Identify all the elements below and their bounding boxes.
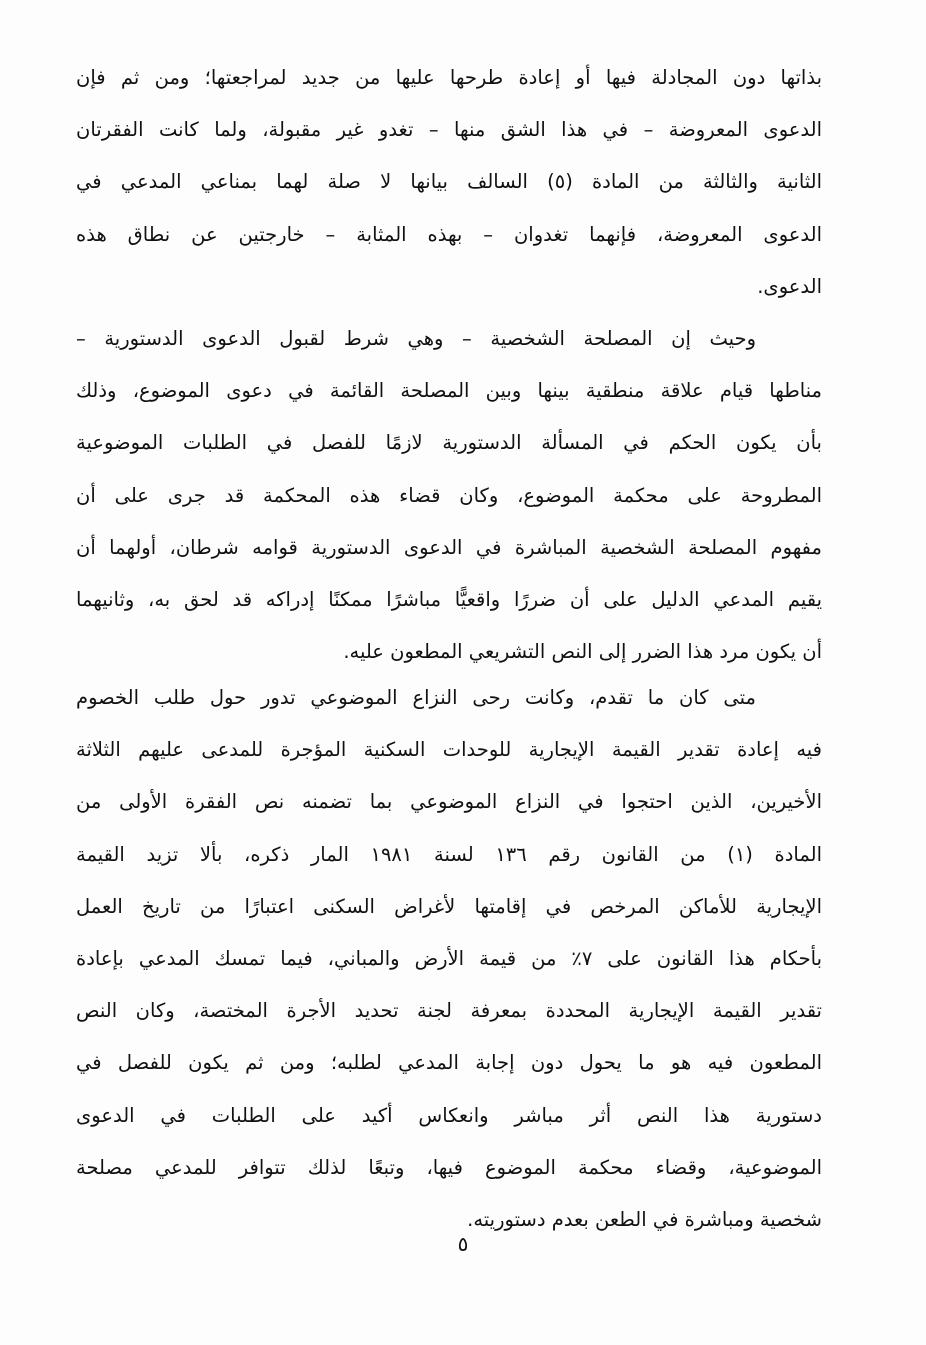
paragraph-line: بذاتها دون المجادلة فيها أو إعادة طرحها عليها من جديد لمراجعتها؛ ومن ثم فإن bbox=[76, 66, 822, 89]
paragraph-2 bbox=[76, 313, 822, 678]
paragraph-line: بأن يكون الحكم في المسألة الدستورية لازمًا للفصل في الطلبات الموضوعية bbox=[76, 431, 822, 455]
paragraph-line: شخصية ومباشرة في الطعن بعدم دستوريته. bbox=[467, 1208, 822, 1232]
paragraph-line: الأخيرين، الذين احتجوا في النزاع الموضوعي بما تضمنه نص الفقرة الأولى من bbox=[76, 790, 822, 814]
paragraph-line: المطروحة على محكمة الموضوع، وكان قضاء هذه المحكمة قد جرى على أن bbox=[76, 483, 822, 507]
paragraph-line: الدعوى. bbox=[757, 274, 822, 298]
paragraph-3 bbox=[76, 672, 822, 1246]
paragraph-line: الدعوى المعروضة – في هذا الشق منها – تغدو غير مقبولة، ولما كانت الفقرتان bbox=[76, 118, 822, 142]
paragraph-line: أن يكون مرد هذا الضرر إلى النص التشريعي المطعون عليه. bbox=[343, 640, 822, 664]
paragraph-line: تقدير القيمة الإيجارية المحددة بمعرفة لجنة تحديد الأجرة المختصة، وكان النص bbox=[76, 999, 822, 1023]
page-number: ٥ bbox=[457, 1232, 469, 1256]
paragraph-1 bbox=[76, 52, 822, 313]
paragraph-line: وحيث إن المصلحة الشخصية – وهي شرط لقبول الدعوى الدستورية – bbox=[76, 327, 756, 350]
paragraph-line: الإيجارية للأماكن المرخص في إقامتها لأغراض السكنى اعتبارًا من تاريخ العمل bbox=[76, 894, 822, 918]
paragraph-line: الموضوعية، وقضاء محكمة الموضوع فيها، وتبعًا لذلك تتوافر للمدعي مصلحة bbox=[76, 1155, 822, 1179]
paragraph-line: مناطها قيام علاقة منطقية بينها وبين المصلحة القائمة في دعوى الموضوع، وذلك bbox=[76, 379, 822, 403]
paragraph-line: المطعون فيه هو ما يحول دون إجابة المدعي لطلبه؛ ومن ثم يكون للفصل في bbox=[76, 1051, 822, 1075]
paragraph-line: فيه إعادة تقدير القيمة الإيجارية للوحدات السكنية المؤجرة للمدعى عليهم الثلاثة bbox=[76, 738, 822, 762]
paragraph-line: يقيم المدعي الدليل على أن ضررًا واقعيًّا مباشرًا ممكنًا إدراكه قد لحق به، وثانيهما bbox=[76, 588, 822, 612]
paragraph-line: مفهوم المصلحة الشخصية المباشرة في الدعوى الدستورية قوامه شرطان، أولهما أن bbox=[76, 535, 822, 559]
paragraph-line: متى كان ما تقدم، وكانت رحى النزاع الموضوعي تدور حول طلب الخصوم bbox=[76, 686, 756, 709]
paragraph-line: المادة (١) من القانون رقم ١٣٦ لسنة ١٩٨١ المار ذكره، بألا تزيد القيمة bbox=[76, 842, 822, 866]
paragraph-line: الدعوى المعروضة، فإنهما تغدوان – بهذه المثابة – خارجتين عن نطاق هذه bbox=[76, 222, 822, 246]
paragraph-line: الثانية والثالثة من المادة (٥) السالف بيانها لا صلة لهما بمناعي المدعي في bbox=[76, 170, 822, 194]
paragraph-line: دستورية هذا النص أثر مباشر وانعكاس أكيد على الطلبات في الدعوى bbox=[76, 1103, 822, 1127]
paragraph-line: بأحكام هذا القانون على ٧٪ من قيمة الأرض والمباني، فيما تمسك المدعي بإعادة bbox=[76, 947, 822, 971]
